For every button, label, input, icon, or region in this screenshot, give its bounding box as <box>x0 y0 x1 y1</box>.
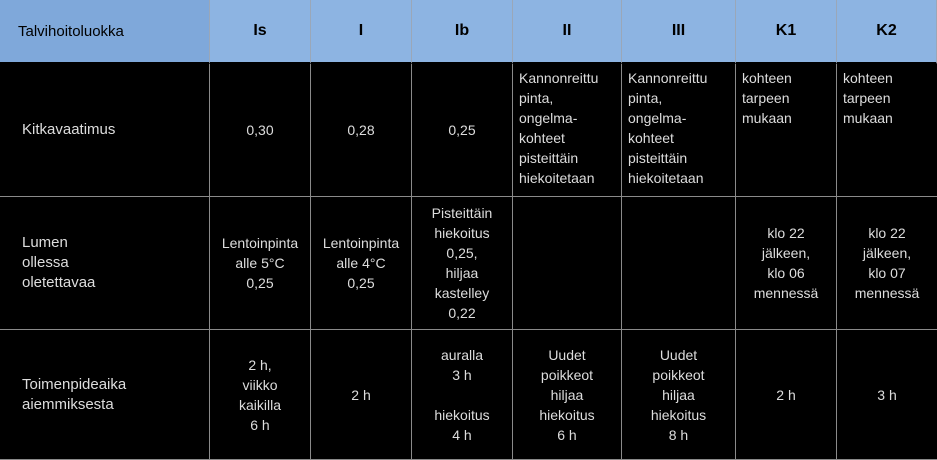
row-label-action-time: Toimenpideaika aiemmiksesta <box>0 330 210 460</box>
header-ii: II <box>513 0 622 64</box>
table-cell: 0,30 <box>210 64 311 197</box>
table-cell <box>513 197 622 330</box>
table-cell: 2 h <box>311 330 412 460</box>
row-label-friction: Kitkavaatimus <box>0 64 210 197</box>
header-iii: III <box>622 0 736 64</box>
table-cell: Kannonreittu pinta, ongelma- kohteet pisteittäin hiekoitetaan <box>622 64 736 197</box>
table-cell: klo 22 jälkeen, klo 06 mennessä <box>736 197 837 330</box>
table-cell: 0,25 <box>412 64 513 197</box>
header-is: Is <box>210 0 311 64</box>
table-cell <box>622 197 736 330</box>
header-i: I <box>311 0 412 64</box>
table-cell: Pisteittäin hiekoitus 0,25, hiljaa kastelley 0,22 <box>412 197 513 330</box>
table-cell: 0,28 <box>311 64 412 197</box>
table-cell: kohteen tarpeen mukaan <box>736 64 837 197</box>
table-cell: klo 22 jälkeen, klo 07 mennessä <box>837 197 937 330</box>
table-cell: 2 h, viikko kaikilla 6 h <box>210 330 311 460</box>
table-cell: 3 h <box>837 330 937 460</box>
table-cell: Lentoinpinta alle 5°C 0,25 <box>210 197 311 330</box>
table-cell: Uudet poikkeot hiljaa hiekoitus 6 h <box>513 330 622 460</box>
table-cell: Lentoinpinta alle 4°C 0,25 <box>311 197 412 330</box>
table-cell: 2 h <box>736 330 837 460</box>
table-cell: Kannonreittu pinta, ongelma- kohteet pisteittäin hiekoitetaan <box>513 64 622 197</box>
header-k2: K2 <box>837 0 937 64</box>
header-class-label: Talvihoitoluokka <box>0 0 210 64</box>
table-cell: kohteen tarpeen mukaan <box>837 64 937 197</box>
header-k1: K1 <box>736 0 837 64</box>
header-ib: Ib <box>412 0 513 64</box>
row-label-snow: Lumen ollessa oletettavaa <box>0 197 210 330</box>
table-cell: auralla 3 h hiekoitus 4 h <box>412 330 513 460</box>
table-cell: Uudet poikkeot hiljaa hiekoitus 8 h <box>622 330 736 460</box>
